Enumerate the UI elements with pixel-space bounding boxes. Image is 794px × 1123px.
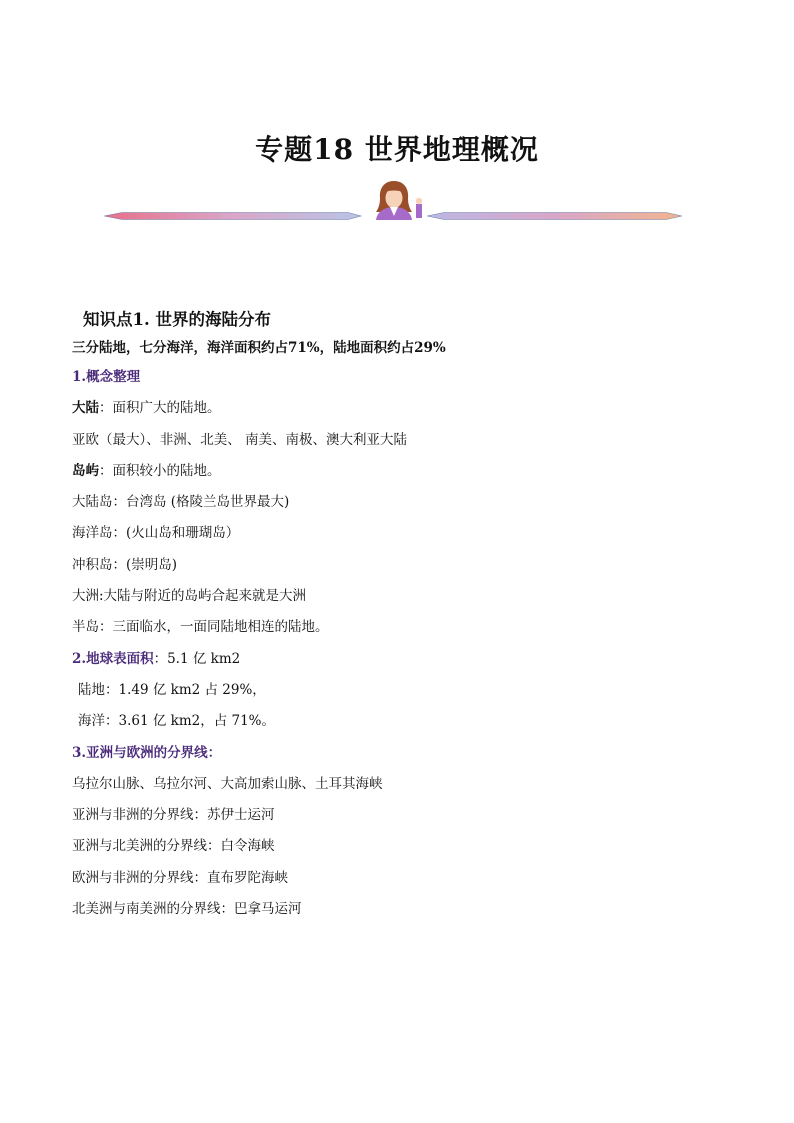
knowledge-point-lead: 三分陆地，七分海洋，海洋面积约占71%，陆地面积约占29% [72, 340, 446, 356]
banner-right-bar [427, 213, 682, 220]
europe-africa-boundary: 欧洲与非洲的分界线：直布罗陀海峡 [72, 869, 288, 886]
banner-left-bar [104, 213, 361, 220]
content-body [72, 305, 732, 925]
north-south-america-boundary: 北美洲与南美洲的分界线：巴拿马运河 [72, 901, 302, 918]
land-area: 陆地：1.49 亿 km2 占 29%， [78, 681, 266, 698]
ocean-area: 海洋：3.61 亿 km2，占 71%。 [78, 713, 276, 730]
asia-africa-boundary: 亚洲与非洲的分界线：苏伊士运河 [72, 807, 275, 824]
continent-list: 亚欧（最大）、非洲、北美、 南美、南极、澳大利亚大陆 [72, 431, 408, 448]
section-heading-concepts: 1.概念整理 [72, 369, 141, 385]
page-title: 专题18 世界地理概况 [255, 133, 539, 166]
knowledge-point-title: 知识点1. 世界的海陆分布 [83, 310, 271, 329]
definition-island: 岛屿：面积较小的陆地。 [72, 462, 221, 479]
section-heading-surface-area: 2.地球表面积：5.1 亿 km2 [72, 650, 241, 667]
asia-europe-boundary: 乌拉尔山脉、乌拉尔河、大高加索山脉、土耳其海峡 [72, 775, 383, 792]
definition-continent: 大陆：面积广大的陆地。 [72, 400, 221, 417]
continental-island: 大陆岛：台湾岛 (格陵兰岛世界最大) [72, 494, 290, 511]
oceanic-island: 海洋岛：(火山岛和珊瑚岛） [72, 525, 240, 542]
definition-peninsula: 半岛：三面临水，一面同陆地相连的陆地。 [72, 619, 329, 636]
alluvial-island: 冲积岛：(崇明岛) [72, 556, 178, 573]
definition-continent-region: 大洲:大陆与附近的岛屿合起来就是大洲 [72, 588, 307, 605]
teacher-icon [376, 181, 422, 220]
title-banner [104, 176, 684, 226]
section-heading-asia-europe-boundary: 3.亚洲与欧洲的分界线： [72, 744, 222, 761]
asia-north-america-boundary: 亚洲与北美洲的分界线：白令海峡 [72, 838, 275, 855]
